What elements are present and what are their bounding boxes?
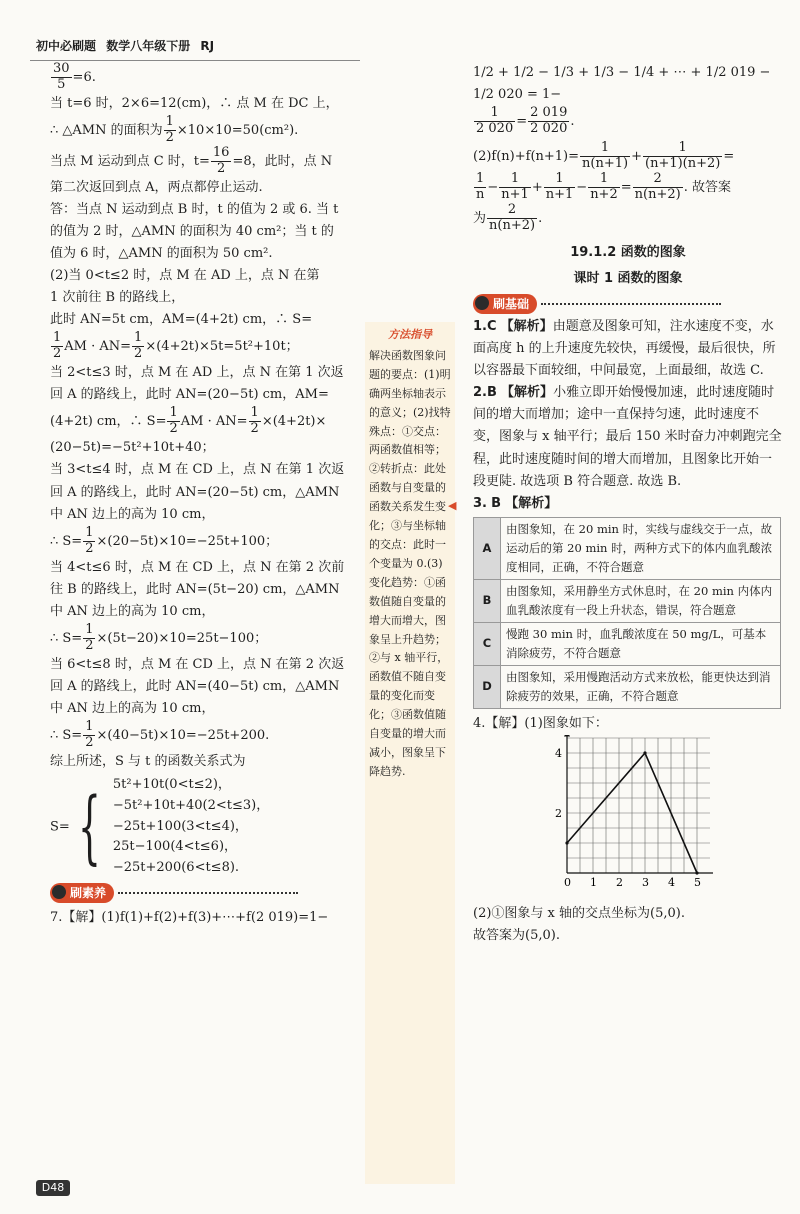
piece-item: −5t²+10t+40(2<t≤3)，	[112, 797, 270, 813]
line: 回 A 的路线上，此时 AN=(40−5t) cm，△AMN	[50, 678, 340, 694]
line: 当 2<t≤3 时，点 M 在 AD 上，点 N 在第 1 次返	[50, 365, 344, 381]
option-text: 由图象知，采用慢跑活动方式来放松，能更快达到消除疲劳的效果，正确，不符合题意	[501, 665, 781, 708]
line: $\frac{1}{2 020}$ = $\frac{2 019}{2 020}$ .	[476, 105, 575, 137]
pointer-icon: ◀	[448, 499, 457, 512]
brush-icon	[475, 296, 489, 310]
option-text: 由图象知，在 20 min 时，实线与虚线交于一点，故运动后的第 20 min 时，两种方式下的体内血乳酸浓度相同，正确，不符合题意	[501, 517, 781, 579]
option-text: 由图象知，采用静坐方式休息时，在 20 min 内体内血乳酸浓度有一段上升状态，错误，符合题意	[501, 579, 781, 622]
piece-item: −25t+100(3<t≤4)，	[112, 818, 248, 834]
option-label: A	[474, 517, 501, 579]
piece-item: 25t−100(4<t≤6)，	[112, 839, 238, 855]
edition: RJ	[200, 39, 215, 53]
question-7: 7.【解】(1)f(1)+f(2)+f(3)+⋯+f(2 019)=1−	[50, 910, 329, 926]
piece-item: 5t²+10t(0<t≤2)，	[112, 776, 231, 792]
piece-item: −25t+200(6<t≤8).	[112, 860, 240, 876]
line: 中 AN 边上的高为 10 cm，	[50, 506, 215, 522]
line: 中 AN 边上的高为 10 cm，	[50, 700, 215, 716]
lesson-title: 课时 1 函数的图象	[573, 270, 683, 286]
question-2: 2.B 【解析】小雅立即开始慢慢加速，此时速度随时间的增大而增加；途中一直保持匀速，此时速度不变，图象与 x 轴平行；最后 150 米时奋力冲刺跑完全程，此时速度随时间的增大而增加，且图象比开始一段更陡. 故选项 B 符合题意. 故选 B.	[473, 385, 782, 489]
option-row	[474, 665, 781, 708]
chart-container	[543, 735, 783, 903]
line: 当 t=6 时，2×6=12(cm)，∴ 点 M 在 DC 上，	[50, 95, 339, 111]
data-point	[643, 751, 646, 754]
line: $\frac{30}{5}$ =6.	[53, 61, 96, 92]
line: 此时 AN=5t cm，AM=(4+2t) cm，∴ S=	[50, 312, 313, 328]
line: 为 $\frac{2}{n(n+2)}$ .	[473, 201, 543, 233]
data-point	[695, 871, 698, 874]
line: 当点 M 运动到点 C 时，t= $\frac{16}{2}$ =8，此时，点 N	[50, 144, 333, 176]
option-row	[474, 579, 781, 622]
line: 答：当点 N 运动到点 B 时，t 的值为 2 或 6. 当 t	[50, 201, 339, 217]
book-name: 数学八年级下册	[106, 39, 191, 53]
line: ∴ S= $\frac{1}{2}$ ×(20−5t)×10=−25t+100；	[50, 524, 279, 556]
series-name: 初中必刷题	[36, 39, 97, 53]
left-column	[50, 62, 360, 929]
line: (2)①图象与 x 轴的交点坐标为(5,0).	[473, 905, 685, 921]
line: 往 B 的路线上，此时 AN=(5t−20) cm，△AMN	[50, 581, 340, 597]
x-tick-label: 1	[590, 875, 597, 889]
option-label: D	[474, 665, 501, 708]
brush-icon	[52, 885, 66, 899]
line: 当 4<t≤6 时，点 M 在 CD 上，点 N 在第 2 次前	[50, 559, 345, 575]
line: 1 次前往 B 的路线上，	[50, 290, 185, 306]
line: 当 6<t≤8 时，点 M 在 CD 上，点 N 在第 2 次返	[50, 656, 345, 672]
section-title: 19.1.2 函数的图象	[570, 244, 686, 260]
dotted-rule	[541, 303, 721, 305]
badge-literacy: 刷素养	[50, 883, 114, 903]
options-table	[473, 517, 781, 709]
sidebar-title: 方法指导	[388, 328, 432, 341]
data-point	[565, 841, 568, 844]
question-1: 1.C 【解析】由题意及图象可知，注水速度不变，水面高度 h 的上升速度先较快，再缓慢，最后很快，所以容器最下面较细，中间最宽，上面最细，故选 C.	[473, 318, 776, 379]
line: ∴ △AMN 的面积为 $\frac{1}{2}$ ×10×10=50(cm²).	[50, 113, 299, 145]
line: 的值为 2 时，△AMN 的面积为 40 cm²；当 t 的	[50, 223, 334, 239]
question-3: 3. B 【解析】	[473, 495, 558, 511]
option-text: 慢跑 30 min 时，血乳酸浓度在 50 mg/L，可基本消除疲劳，不符合题意	[501, 622, 781, 665]
line: ∴ S= $\frac{1}{2}$ ×(40−5t)×10=−25t+200.	[50, 719, 270, 750]
y-tick-label: 4	[555, 746, 562, 760]
header-rule	[30, 60, 360, 61]
line: (2)当 0<t≤2 时，点 M 在 AD 上，点 N 在第	[50, 268, 320, 284]
line: 综上所述，S 与 t 的函数关系式为	[50, 753, 246, 769]
line: 回 A 的路线上，此时 AN=(20−5t) cm，AM=	[50, 387, 329, 403]
dotted-rule	[118, 892, 298, 894]
line: 1/2 + 1/2 − 1/3 + 1/3 − 1/4 + ⋯ + 1/2 019 − 1/2 020 = 1−	[473, 65, 775, 103]
x-tick-label: 3	[642, 875, 649, 889]
line: $\frac{1}{n}$ − $\frac{1}{n+1}$ + $\frac{1}{n+1}$ − $\frac{1}{n+2}$ = $\frac{2}{n(n+2)}$ . 故答案	[476, 170, 731, 202]
section-divider	[473, 294, 783, 316]
line: (4+2t) cm，∴ S= $\frac{1}{2}$ AM · AN= $\frac{1}{2}$ ×(4+2t)×	[50, 405, 327, 437]
badge-basics: 刷基础	[473, 294, 537, 314]
x-tick-label: 5	[694, 875, 701, 889]
function-graph	[543, 735, 713, 895]
option-label: C	[474, 622, 501, 665]
fraction: $\frac{30}{5}$	[53, 61, 70, 92]
brace: {	[77, 779, 101, 873]
sidebar-text: 解决函数图象问题的要点：(1)明确两坐标轴表示的意义；(2)找特殊点：①交点：两函数值相等；②转折点：此处函数与自变量的函数关系发生变化；③与坐标轴的交点：此时一个变量为 0.(3)变化趋势：①函数值随自变量的增大而增大，图象呈上升趋势；②与 x 轴平行，函数值不随自变量的变化而变化；③函数值随自变量的增大而减小，图象呈下降趋势.	[369, 348, 451, 778]
page-header	[36, 36, 456, 58]
section-divider	[50, 883, 360, 905]
y-axis-arrow	[564, 735, 570, 737]
line: 故答案为(5,0).	[473, 927, 560, 943]
option-label: B	[474, 579, 501, 622]
line: 第二次返回到点 A，两点都停止运动.	[50, 179, 263, 195]
x-tick-label: 4	[668, 875, 675, 889]
line: 当 3<t≤4 时，点 M 在 CD 上，点 N 在第 1 次返	[50, 462, 345, 478]
line: (2)f(n)+f(n+1)= $\frac{1}{n(n+1)}$ + $\frac{1}{(n+1)(n+2)}$ =	[473, 140, 735, 171]
line: 值为 6 时，△AMN 的面积为 50 cm².	[50, 246, 273, 261]
question-4: 4.【解】(1)图象如下：	[473, 715, 608, 731]
line: ∴ S= $\frac{1}{2}$ ×(5t−20)×10=25t−100；	[50, 621, 268, 653]
method-sidebar	[365, 322, 455, 1184]
option-row	[474, 622, 781, 665]
y-tick-label: 2	[555, 806, 562, 820]
x-tick-label: 2	[616, 875, 623, 889]
piecewise-function: S={ 5t²+10t(0<t≤2)， −5t²+10t+40(2<t≤3)， −25t+100(3<t≤4)， 25t−100(4<t≤6)， −25t+200(6<t≤8).	[50, 775, 360, 879]
page-number: D48	[36, 1180, 70, 1196]
line: (20−5t)=−5t²+10t+40；	[50, 440, 215, 456]
option-row	[474, 517, 781, 579]
x-tick-label: 0	[564, 875, 571, 889]
piece-list	[113, 775, 269, 879]
line: 回 A 的路线上，此时 AN=(20−5t) cm，△AMN	[50, 484, 340, 500]
right-column	[473, 62, 783, 947]
line: 中 AN 边上的高为 10 cm，	[50, 603, 215, 619]
line: $\frac{1}{2}$ AM · AN= $\frac{1}{2}$ ×(4+2t)×5t=5t²+10t；	[53, 330, 299, 362]
